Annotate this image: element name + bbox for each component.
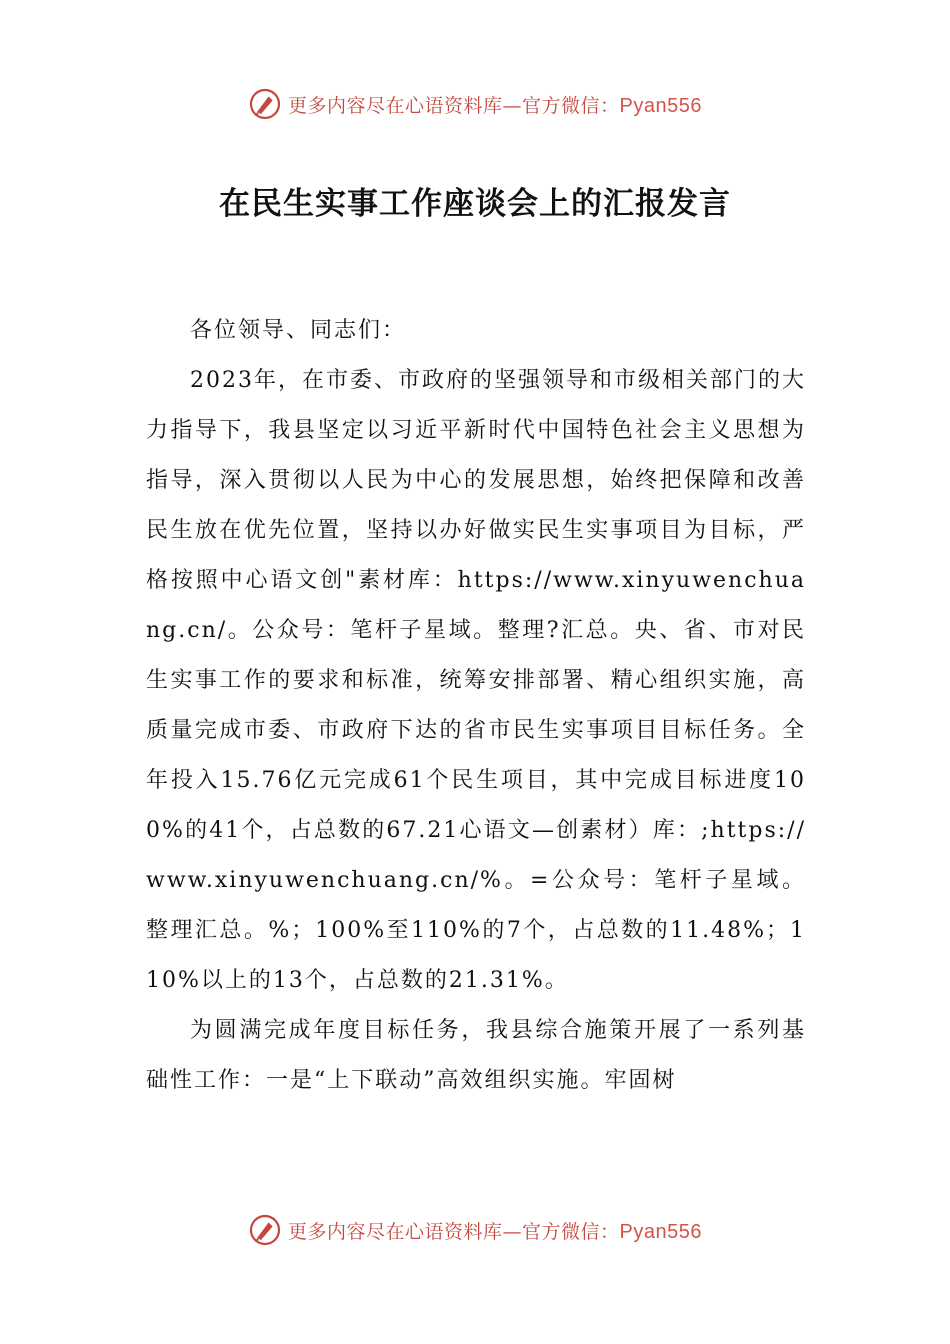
banner-handle: Pyan556: [619, 1220, 702, 1243]
body-paragraph: 2023年，在市委、市政府的坚强领导和市级相关部门的大力指导下，我县坚定以习近平新时代中国特色社会主义思想为指导，深入贯彻以人民为中心的发展思想，始终把保障和改善民生放在优先位置，坚持以办好做实民生实事项目为目标，严格按照中心语文创"素材库：https://www.xinyuwenchuang.cn/。公众号：笔杆子星域。整理?汇总。央、省、市对民生实事工作的要求和标准，统筹安排部署、精心组织实施，高质量完成市委、市政府下达的省市民生实事项目目标任务。全年投入15.76亿元完成61个民生项目，其中完成目标进度100%的41个，占总数的67.21心语文—创素材）库：;https://www.xinyuwenchuang.cn/%。=公众号：笔杆子星域。整理汇总。%；100%至110%的7个，占总数的11.48%；110%以上的13个，占总数的21.31%。: [146, 368, 806, 993]
pen-nib-logo-icon: [248, 1213, 282, 1247]
banner-dash: —: [502, 94, 523, 117]
body-paragraph: 为圆满完成年度目标任务，我县综合施策开展了一系列基础性工作：一是“上下联动”高效组织实施。牢固树: [146, 1018, 806, 1093]
banner-sub-text: 官方微信：: [522, 1220, 620, 1243]
banner-handle: Pyan556: [619, 94, 702, 117]
document-body: [146, 306, 806, 1106]
header-watermark-banner: [0, 82, 950, 126]
banner-main-text: 更多内容尽在心语资料库: [288, 1220, 503, 1243]
banner-sub-text: 官方微信：: [522, 94, 620, 117]
document-title: 在民生实事工作座谈会上的汇报发言: [219, 186, 731, 222]
banner-dash: —: [502, 1220, 523, 1243]
footer-watermark-banner: [0, 1208, 950, 1252]
banner-main-text: 更多内容尽在心语资料库: [288, 94, 503, 117]
greeting-paragraph: 各位领导、同志们：: [190, 318, 407, 343]
pen-nib-logo-icon: [248, 87, 282, 121]
